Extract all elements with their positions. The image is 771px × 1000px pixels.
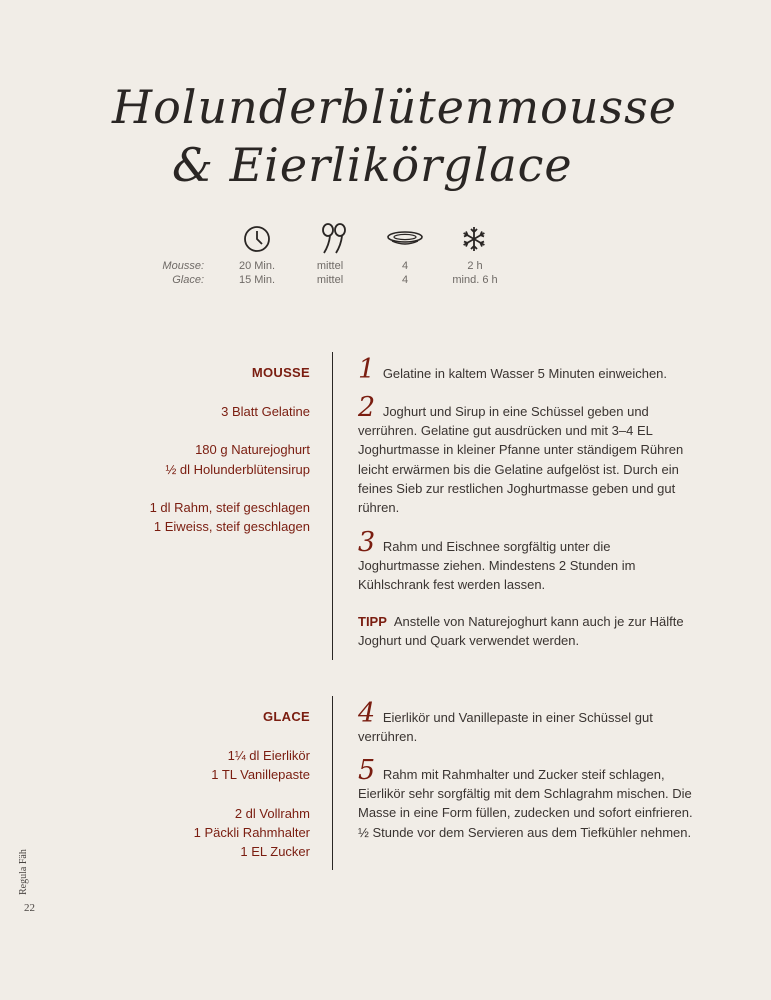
step-number: 4 <box>358 698 376 729</box>
meta-time-mousse: 20 Min. <box>238 260 276 272</box>
glace-divider <box>332 696 333 870</box>
mousse-heading: MOUSSE <box>251 365 310 380</box>
step-text: Rahm und Eischnee sorgfältig unter die Joghurtmasse ziehen. Mindestens 2 Stunden im Kühlschrank fest werden lassen. <box>358 539 636 593</box>
recipe-title <box>112 78 677 194</box>
step-5 <box>358 755 693 842</box>
ingredient: 1 Päckli Rahmhalter <box>193 824 310 840</box>
step-text: Joghurt und Sirup in eine Schüssel geben und verrühren. Gelatine gut ausdrücken und mit 3–4 EL Joghurtmasse in kleiner Pfanne unter ständigem Rühren leicht erwärmen bis die Gelatine aufgelöst ist. Durch ein feines Sieb zur restlichen Joghurtmasse geben und gut rühren. <box>358 404 684 516</box>
tip-note <box>358 612 693 650</box>
meta-labels <box>120 259 204 287</box>
info-icons-row <box>0 222 771 256</box>
step-number: 3 <box>358 527 376 558</box>
ingredient: ½ dl Holunderblütensirup <box>165 461 310 477</box>
step-number: 1 <box>358 354 376 385</box>
glace-heading: GLACE <box>263 709 310 724</box>
ingredient: 1 dl Rahm, steif geschlagen <box>149 499 310 515</box>
ingredient: 1 EL Zucker <box>240 843 310 859</box>
meta-servings-glace: 4 <box>401 274 409 286</box>
ingredient: 180 g Naturejoghurt <box>195 442 310 458</box>
tip-label: TIPP <box>358 614 387 629</box>
step-number: 5 <box>358 755 376 786</box>
step-number: 2 <box>358 392 376 423</box>
page-number: 22 <box>24 902 35 914</box>
ingredient: 3 Blatt Gelatine <box>221 404 310 419</box>
meta-chill-mousse: 2 h <box>467 260 483 272</box>
meta-difficulty-mousse: mittel <box>316 260 344 272</box>
tip-text: Anstelle von Naturejoghurt kann auch je zur Hälfte Joghurt und Quark verwendet werden. <box>358 614 684 649</box>
ingredient-spacer <box>110 479 310 498</box>
meta-time-glace: 15 Min. <box>238 274 276 286</box>
author-credit: Regula Fäh <box>18 849 29 895</box>
meta-chill-glace: mind. 6 h <box>452 274 498 286</box>
step-text: Gelatine in kaltem Wasser 5 Minuten einweichen. <box>382 366 668 381</box>
ingredient: 1 TL Vanillepaste <box>211 767 310 783</box>
mousse-ingredients <box>110 402 310 536</box>
step-text: Rahm mit Rahmhalter und Zucker steif schlagen, Eierlikör sehr sorgfältig mit dem Schlagrahm mischen. Die Masse in eine Form füllen, zudecken und sofort einfrieren. ½ Stunde vor dem Servieren aus dem Tiefkühler nehmen. <box>358 767 693 840</box>
step-4 <box>358 698 693 746</box>
ingredient: 1¼ dl Eierlikör <box>227 748 310 763</box>
ingredient: 2 dl Vollrahm <box>234 805 310 821</box>
meta-time <box>222 259 292 287</box>
clock-icon <box>240 222 274 256</box>
meta-difficulty-glace: mittel <box>316 274 344 286</box>
meta-servings-mousse: 4 <box>401 260 409 272</box>
mousse-divider <box>332 352 333 660</box>
step-1 <box>358 354 693 385</box>
meta-label-glace: Glace: <box>172 274 204 286</box>
ingredient-spacer <box>110 784 310 803</box>
step-2 <box>358 392 693 517</box>
meta-chill <box>440 259 510 287</box>
plate-icon <box>386 222 424 256</box>
meta-label-mousse: Mousse: <box>162 260 204 272</box>
meta-servings <box>370 259 440 287</box>
step-text: Eierlikör und Vanillepaste in einer Schüssel gut verrühren. <box>358 710 653 745</box>
snowflake-icon <box>457 222 491 256</box>
ingredient: 1 Eiweiss, steif geschlagen <box>153 519 310 535</box>
spoons-icon <box>317 222 351 256</box>
meta-difficulty <box>295 259 365 287</box>
glace-ingredients <box>110 746 310 861</box>
ingredient-spacer <box>110 421 310 440</box>
title-line-1: Holunderblütenmousse <box>112 80 677 134</box>
step-3 <box>358 527 693 595</box>
title-line-2: & Eierlikörglace <box>172 138 573 192</box>
